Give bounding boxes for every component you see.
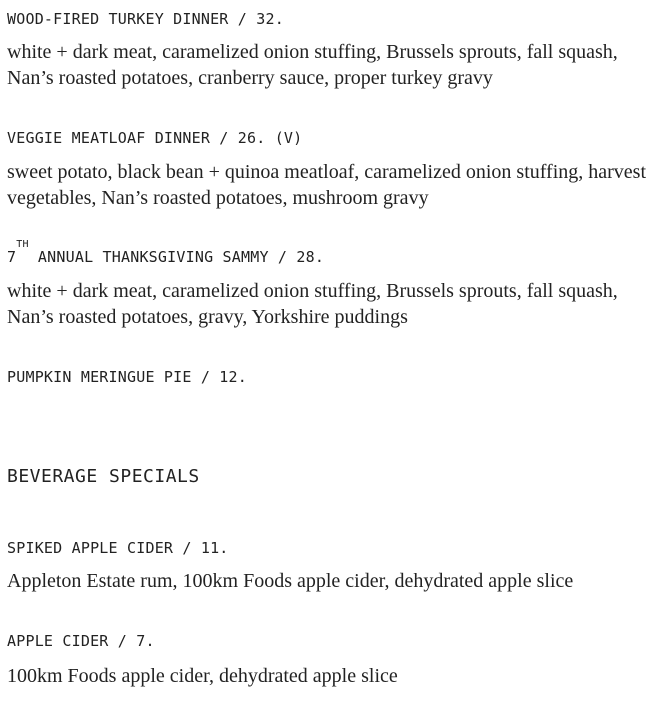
title-ordinal-number: 7 [7,248,17,266]
beverage-item-title: SPIKED APPLE CIDER / 11. [7,539,229,557]
menu-item-description: white + dark meat, caramelized onion stuffing, Brussels sprouts, fall squash, Nan’s roasted potatoes, cranberry sauce, proper turkey gravy [7,41,618,89]
section-heading: BEVERAGE SPECIALS [7,466,200,487]
menu-item-title: VEGGIE MEATLOAF DINNER / 26. (V) [7,129,303,147]
menu-item-title [7,239,325,266]
menu-item-title: PUMPKIN MERINGUE PIE / 12. [7,368,247,386]
beverage-item-title: APPLE CIDER / 7. [7,632,155,650]
menu-item-title: WOOD-FIRED TURKEY DINNER / 32. [7,10,284,28]
menu-item-description: white + dark meat, caramelized onion stuffing, Brussels sprouts, fall squash, Nan’s roasted potatoes, gravy, Yorkshire puddings [7,280,618,328]
beverage-item-description: Appleton Estate rum, 100km Foods apple cider, dehydrated apple slice [7,570,574,592]
beverage-item-description: 100km Foods apple cider, dehydrated apple slice [7,665,398,687]
title-rest: ANNUAL THANKSGIVING SAMMY / 28. [28,248,325,266]
menu-item-description: sweet potato, black bean + quinoa meatloaf, caramelized onion stuffing, harvest vegetables, Nan’s roasted potatoes, mushroom gravy [7,161,647,209]
title-ordinal-suffix: TH [16,239,29,250]
